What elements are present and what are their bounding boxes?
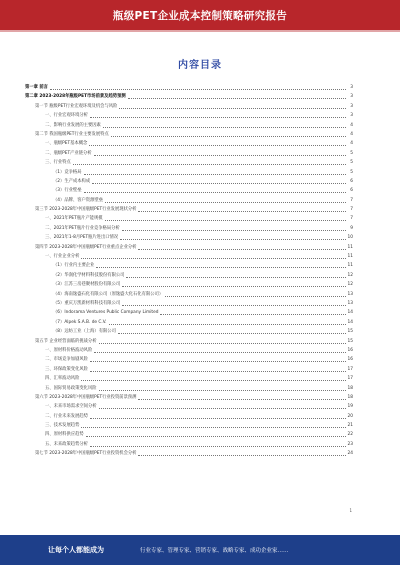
toc-entry-text: （1）竞争格局 [53,169,82,175]
toc-entry[interactable] [25,280,353,289]
toc-entry-text: 三、环保政策变化风险 [45,366,88,372]
header-stripe [0,30,400,32]
toc-leader-dots [99,337,346,344]
toc-entry[interactable] [25,308,353,317]
toc-entry[interactable] [25,177,353,186]
page-number: 1 [349,508,352,513]
toc-leader-dots [90,365,346,372]
toc-entry-page: 16 [347,357,353,363]
toc-entry-page: 14 [347,310,353,316]
toc-entry-text: 四、原材料供应趋势 [45,432,84,438]
toc-entry-text: 三、技术发展趋势 [45,423,80,429]
toc-entry-text: （5）重庆万凯新材料科技有限公司 [53,300,121,306]
toc-entry-text: （2）生产成本构成 [53,178,91,184]
toc-leader-dots [89,139,346,146]
toc-entry-text: 第三节 2023-2028年中国瓶级PET行业发展现状分析 [35,207,137,213]
toc-entry[interactable] [25,121,353,130]
toc-entry-page: 13 [347,291,353,297]
toc-leader-dots [94,346,346,353]
toc-entry[interactable] [25,233,353,242]
toc-entry[interactable] [25,271,353,280]
toc-entry[interactable] [25,83,353,92]
toc-leader-dots [81,421,346,428]
toc-entry[interactable] [25,205,353,214]
toc-leader-dots [105,214,346,221]
toc-leader-dots [109,318,346,325]
toc-entry[interactable] [25,337,353,346]
toc-leader-dots [126,271,346,278]
toc-leader-dots [96,261,346,268]
toc-entry-text: 一、行业企业分析 [45,254,80,260]
toc-entry-text: 五、国际贸易政策变化风险 [45,385,97,391]
toc-entry[interactable] [25,402,353,411]
toc-leader-dots [122,224,346,231]
toc-entry-page: 12 [347,282,353,288]
toc-entry-text: 二、瓶级PET产业链分析 [45,150,92,156]
toc-entry-page: 4 [350,141,353,147]
toc-entry-page: 24 [347,451,353,457]
toc-leader-dots [81,252,346,259]
toc-heading: 内容目录 [178,60,222,71]
report-title: 瓶级PET企业成本控制策略研究报告 [112,10,288,22]
toc-leader-dots [122,280,346,287]
toc-leader-dots [86,430,346,437]
toc-leader-dots [138,243,346,250]
toc-entry-page: 15 [347,338,353,344]
toc-entry[interactable] [25,355,353,364]
toc-entry-page: 7 [350,216,353,222]
toc-entry[interactable] [25,252,353,261]
toc-entry[interactable] [25,158,353,167]
toc-entry[interactable] [25,430,353,439]
toc-entry-page: 18 [347,385,353,391]
toc-entry-text: （7）Alpek S.A.B. de C.V. [53,319,107,325]
toc-entry-page: 3 [350,103,353,109]
toc-entry-page: 5 [350,150,353,156]
toc-leader-dots [128,92,346,99]
toc-entry-page: 17 [347,366,353,372]
toc-leader-dots [90,440,346,447]
toc-entry[interactable] [25,449,353,458]
toc-leader-dots [138,393,346,400]
toc-leader-dots [105,196,346,203]
toc-leader-dots [90,355,346,362]
toc-leader-dots [94,149,346,156]
toc-leader-dots [73,158,346,165]
toc-entry[interactable] [25,214,353,223]
toc-entry-page: 9 [350,225,353,231]
toc-leader-dots [118,327,346,334]
toc-leader-dots [99,402,346,409]
toc-leader-dots [90,412,346,419]
toc-leader-dots [111,130,346,137]
toc-entry[interactable] [25,299,353,308]
toc-entry[interactable] [25,196,353,205]
toc-entry-page: 3 [350,94,353,100]
toc-entry-text: 第五节 企业经营面临的挑战分析 [35,338,97,344]
toc-entry[interactable] [25,261,353,270]
toc-entry-text: 一、未来市场需求空间分析 [45,404,97,410]
toc-leader-dots [99,384,346,391]
toc-entry[interactable] [25,346,353,355]
toc-leader-dots [120,233,346,240]
toc-entry-page: 5 [350,169,353,175]
toc-entry[interactable] [25,393,353,402]
toc-entry-text: （1）行业内主要企业 [53,263,95,269]
toc-entry-text: 第四节 2023-2028年中国瓶级PET行业重点企业分析 [35,244,137,250]
toc-leader-dots [119,102,346,109]
toc-entry-text: 第一章 前言 [25,85,48,90]
toc-entry[interactable] [25,440,353,449]
toc-entry-page: 14 [347,319,353,325]
toc-entry-text: 第七节 2023-2028年中国瓶级PET行业投资机会分析 [35,451,137,457]
toc-entry-page: 7 [350,197,353,203]
toc-entry[interactable] [25,318,353,327]
toc-entry-text: 一、瓶级PET基本概念 [45,141,88,147]
toc-entry[interactable] [25,149,353,158]
toc-entry[interactable] [25,186,353,195]
toc-entry-page: 22 [347,432,353,438]
toc-entry-text: （8）远纺工业（上海）有限公司 [53,329,116,335]
toc-entry[interactable] [25,243,353,252]
toc-entry-page: 3 [350,85,353,90]
toc-entry-text: 三、2021年1-8月PET瓶片进出口情况 [45,235,119,241]
toc-entry-page: 3 [350,113,353,119]
toc-leader-dots [103,121,346,128]
toc-entry-page: 6 [350,178,353,184]
toc-entry[interactable] [25,421,353,430]
toc-entry-page: 11 [347,244,353,250]
toc-entry[interactable] [25,168,353,177]
toc-leader-dots [81,374,346,381]
toc-entry-text: 二、行业未来发展趋势 [45,413,88,419]
table-of-contents [25,83,353,459]
toc-entry-text: 二、影响行业发展的主要因素 [45,122,101,128]
toc-entry-text: 二、市场竞争加剧风险 [45,357,88,363]
footer-slogan-left: 让每个人都能成为 [48,546,104,554]
toc-leader-dots [138,449,346,456]
toc-leader-dots [92,177,346,184]
toc-entry-page: 21 [347,423,353,429]
toc-entry-text: 一、原材料价格波动风险 [45,347,93,353]
toc-entry[interactable] [25,384,353,393]
toc-entry[interactable] [25,412,353,421]
toc-leader-dots [138,205,346,212]
toc-entry-text: 五、未来政策趋势分析 [45,441,88,447]
toc-entry-text: 一、2021年PET瓶片产能规模 [45,216,103,222]
toc-entry-page: 12 [347,272,353,278]
toc-entry-text: 第六节 2023-2028年中国瓶级PET行业投资前景预测 [35,394,137,400]
toc-entry-text: （4）品牌、客户资源壁垒 [53,197,103,203]
toc-entry-page: 18 [347,394,353,400]
report-header-bar [0,0,400,30]
toc-entry-page: 11 [347,254,353,260]
toc-entry[interactable] [25,111,353,120]
toc-entry-text: 第一节 瓶级PET行业宏观环境及机会与风险 [35,103,118,109]
toc-entry-text: 第二节 我国瓶级PET行业主要发展特点 [35,131,109,137]
toc-entry-page: 13 [347,300,353,306]
toc-entry-text: （6）Indorama Ventures Public Company Limited [53,310,159,316]
toc-leader-dots [160,308,346,315]
toc-entry[interactable] [25,327,353,336]
toc-entry-page: 23 [347,441,353,447]
toc-entry-text: 第二章 2023-2028年瓶级PET市场前景及趋势预测 [25,94,126,100]
toc-entry[interactable] [25,130,353,139]
toc-entry[interactable] [25,92,353,101]
footer-slogan-right: 行业专家、管理专家、营销专家、战略专家、成功企业家…… [140,548,289,554]
toc-entry-page: 6 [350,188,353,194]
toc-leader-dots [165,290,346,297]
toc-entry-page: 10 [347,235,353,241]
toc-leader-dots [84,168,346,175]
toc-entry[interactable] [25,102,353,111]
toc-entry-page: 20 [347,413,353,419]
toc-entry-page: 7 [350,207,353,213]
toc-entry-text: （2）华润化学材料科技股份有限公司 [53,272,125,278]
toc-entry-page: 16 [347,347,353,353]
toc-entry-page: 4 [350,122,353,128]
toc-leader-dots [84,186,346,193]
toc-entry-text: 三、行业特点 [45,160,71,166]
toc-entry-page: 5 [350,160,353,166]
toc-leader-dots [90,111,346,118]
toc-entry-page: 19 [347,404,353,410]
toc-entry-text: 一、行业宏观环境分析 [45,113,88,119]
toc-entry[interactable] [25,374,353,383]
toc-entry-text: 二、2021年PET瓶片行业竞争格局分析 [45,225,120,231]
toc-entry[interactable] [25,139,353,148]
toc-leader-dots [122,299,346,306]
toc-entry-text: 四、汇率波动风险 [45,376,80,382]
toc-entry[interactable] [25,365,353,374]
toc-leader-dots [50,83,346,90]
toc-entry-text: （3）行业壁垒 [53,188,82,194]
toc-entry-page: 15 [347,329,353,335]
toc-entry-text: （3）江苏三房巷聚材股份有限公司 [53,282,121,288]
toc-entry-text: （4）海南逸盛石化有限公司（原逸盛大化石化有限公司） [53,291,164,297]
toc-entry[interactable] [25,290,353,299]
toc-entry[interactable] [25,224,353,233]
toc-entry-page: 4 [350,131,353,137]
toc-entry-page: 11 [347,263,353,269]
footer-bar [0,535,400,565]
toc-entry-page: 17 [347,376,353,382]
